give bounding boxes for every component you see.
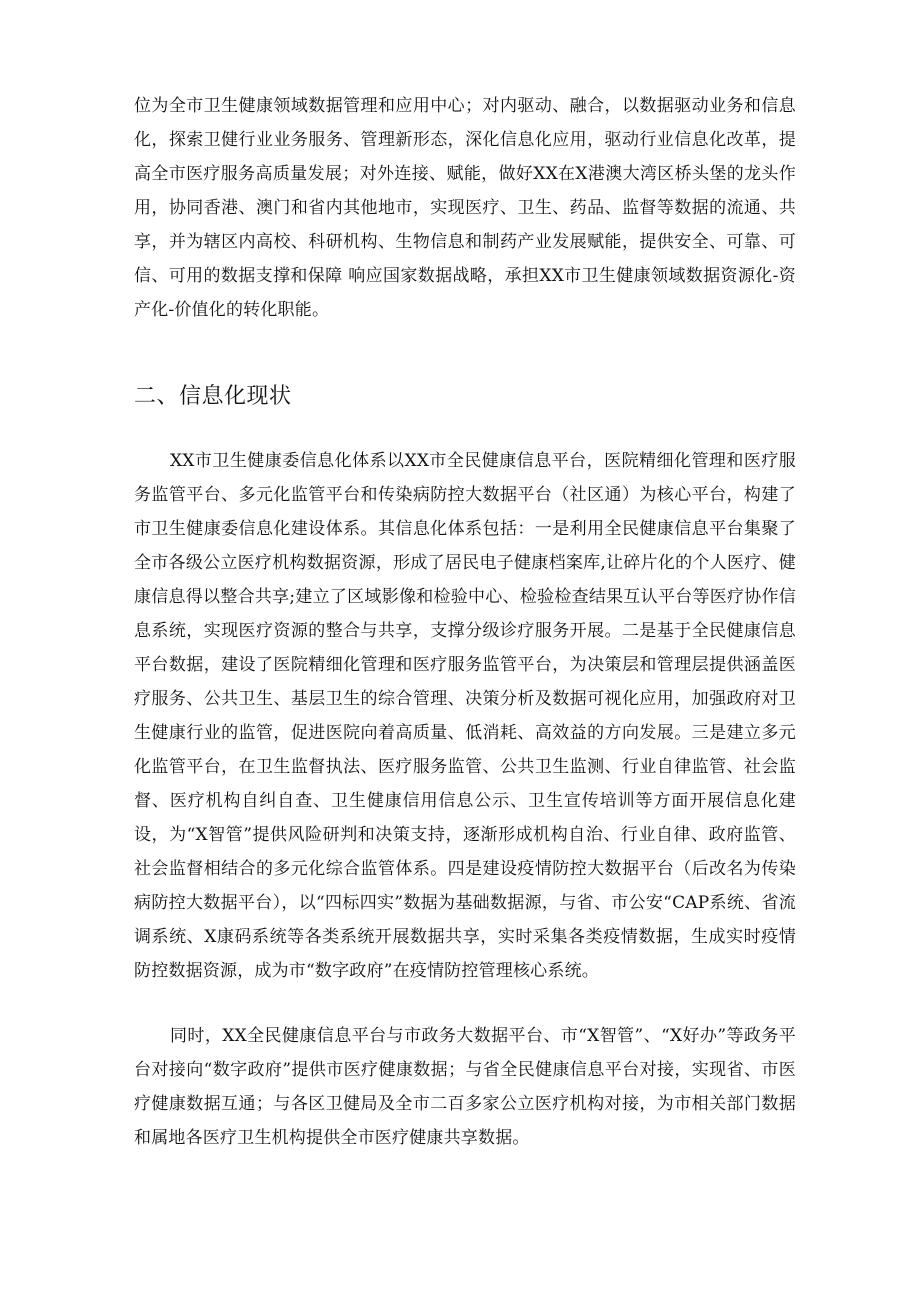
- body-paragraph: XX市卫生健康委信息化体系以XX市全民健康信息平台，医院精细化管理和医疗服务监管平台、多元化监管平台和传染病防控大数据平台（社区通）为核心平台，构建了市卫生健康委信息化建设体系。其信息化体系包括：一是利用全民健康信息平台集聚了全市各级公立医疗机构数据资源，形成了居民电子健康档案库,让碎片化的个人医疗、健康信息得以整合共享;建立了区域影像和检验中心、检验检查结果互认平台等医疗协作信息系统，实现医疗资源的整合与共享，支撑分级诊疗服务开展。二是基于全民健康信息平台数据，建设了医院精细化管理和医疗服务监管平台，为决策层和管理层提供涵盖医疗服务、公共卫生、基层卫生的综合管理、决策分析及数据可视化应用，加强政府对卫生健康行业的监管，促进医院向着高质量、低消耗、高效益的方向发展。三是建立多元化监管平台，在卫生监督执法、医疗服务监管、公共卫生监测、行业自律监管、社会监督、医疗机构自纠自查、卫生健康信用信息公示、卫生宣传培训等方面开展信息化建设，为“X智管”提供风险研判和决策支持，逐渐形成机构自治、行业自律、政府监管、社会监督相结合的多元化综合监管体系。四是建设疫情防控大数据平台（后改名为传染病防控大数据平台），以“四标四实”数据为基础数据源，与省、市公安“CAP系统、省流调系统、X康码系统等各类系统开展数据共享，实时采集各类疫情数据，生成实时疫情防控数据资源，成为市“数字政府”在疫情防控管理核心系统。: [134, 451, 796, 981]
- section-heading: 二、信息化现状: [134, 384, 292, 409]
- body-paragraph: 同时，XX全民健康信息平台与市政务大数据平台、市“X智管”、“X好办”等政务平台对接向“数字政府”提供市医疗健康数据；与省全民健康信息平台对接，实现省、市医疗健康数据互通；与各区卫健局及全市二百多家公立医疗机构对接，为市相关部门数据和属地各医疗卫生机构提供全市医疗健康共享数据。: [134, 1026, 796, 1148]
- body-paragraph: 位为全市卫生健康领域数据管理和应用中心；对内驱动、融合，以数据驱动业务和信息化，探索卫健行业业务服务、管理新形态，深化信息化应用，驱动行业信息化改革，提高全市医疗服务高质量发展；对外连接、赋能，做好XX在X港澳大湾区桥头堡的龙头作用，协同香港、澳门和省内其他地市，实现医疗、卫生、药品、监督等数据的流通、共享，并为辖区内高校、科研机构、生物信息和制药产业发展赋能，提供安全、可靠、可信、可用的数据支撑和保障 响应国家数据战略，承担XX市卫生健康领域数据资源化-资产化-价值化的转化职能。: [134, 96, 796, 320]
